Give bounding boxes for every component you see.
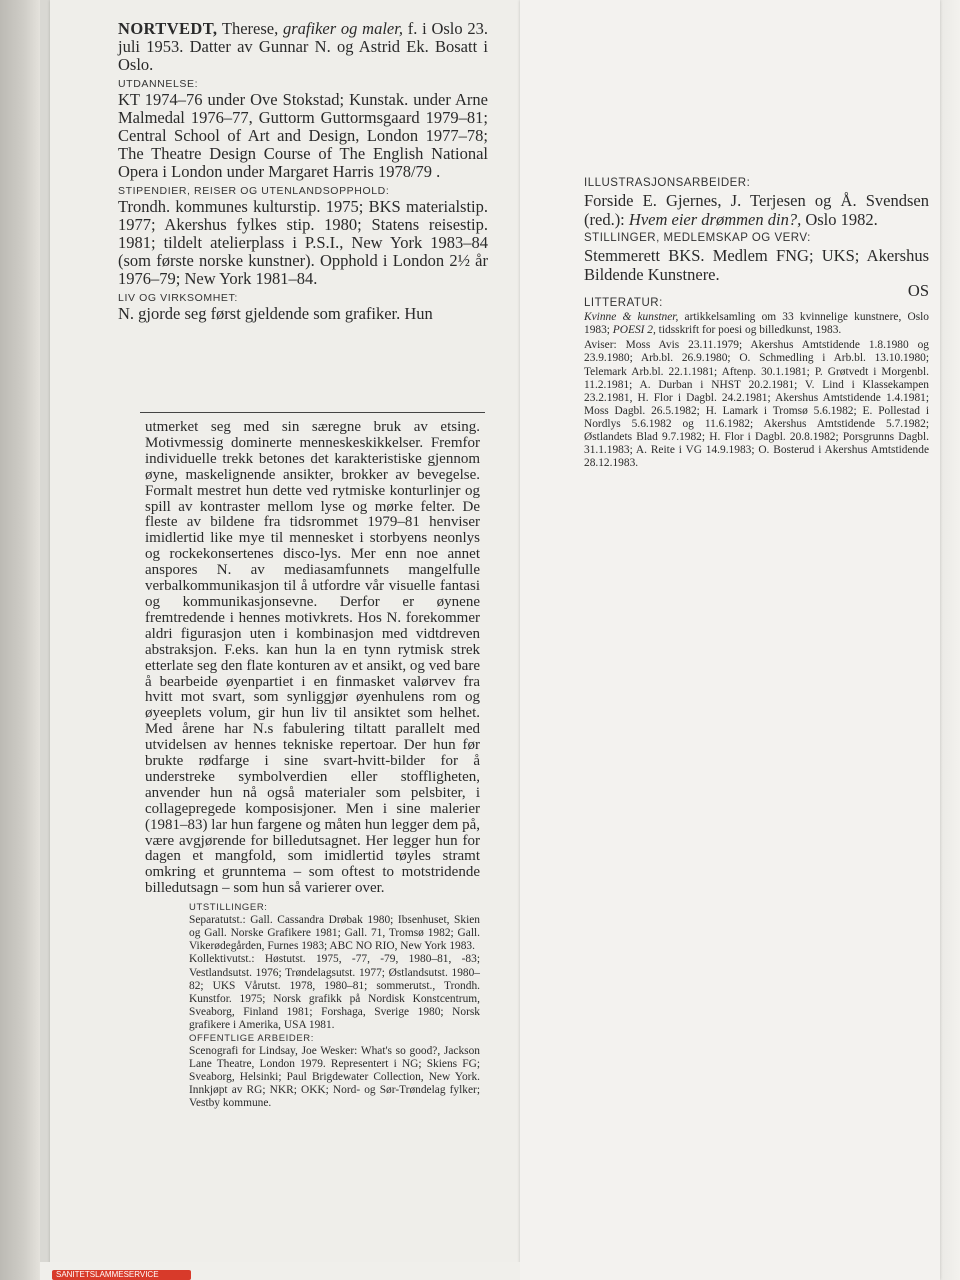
poesi-title: POESI 2, — [612, 324, 656, 337]
text-litteratur-aviser: Aviser: Moss Avis 23.11.1979; Akershus Amtstidende 1.8.1980 og 23.9.1980; Arb.bl. 26.9.1980; O. Schmedling i Arb.bl. 13.10.1980; Telemark Arb.bl. 22.1.1981; Aftenp. 30.1.1981; P. Grøtvedt i Morgenbl. 11.2.1981; A. Durban i NHST 20.2.1981; V. Lind i Klassekampen 23.2.1981, H. Flor i Dagbl. 24.2.1981; Akershus Amtstidende 1.4.1981; Moss Dagbl. 26.5.1982; H. Lamark i Tromsø 5.6.1982; E. Pollestad i Nordlys 5.6.1982 og 11.6.1982; Akershus Amtstidende 5.7.1982; Østlandets Blad 9.7.1982; H. Flor i Dagbl. 20.8.1982; Porsgrunns Dagbl. 31.1.1983; A. Reite i VG 14.9.1983; O. Bosterud i Akershus Amtstidende 28.12.1983. — [584, 339, 929, 470]
kvinne-title: Kvinne & kunstner, — [584, 311, 679, 324]
wall-left — [0, 0, 40, 1280]
entry-intro-rest: f. i Oslo 23. juli 1953. Datter av Gunnar N. og Astrid Ek. Bosatt i Oslo. — [118, 19, 488, 75]
text-separatutst: Separatutst.: Gall. Cassandra Drøbak 1980; Ibsenhuset, Skien og Gall. Norske Grafikere 1981; Gall. 71, Tromsø 1982; Gall. Vikerødegården, Furnes 1983; ABC NO RIO, New York 1983. — [189, 914, 480, 953]
heading-litteratur: LITTERATUR: — [584, 297, 663, 310]
text-liv: utmerket seg med sin særegne bruk av etsing. Motivmessig dominerte menneskeskikkelser. Fremfor individuelle trekk betones det karakteristiske gjennom øyne, maskelignende ansikter, brokker av bevegelse. Formalt mestret hun dette ved rytmiske konturlinjer og spill av kontraster mellom lyse og mørke felter. De fleste av bildene fra tidsrommet 1979–81 henviser imidlertid like mye til mennesket i storbyens neonlys og rockekonsertenes disco-lys. Mer enn noe annet anspores N. av mediasamfunnets mangelfulle verbalkommunikasjon til å utfordre vår visuelle fantasi og kommunikasjonsevne. Derfor er øynene fremtredende i hennes motivkrets. Hos N. forekommer aldri figurasjon uten i kombinasjon med vidtdreven abstraksjon. F.eks. kan hun la en tynn rytmisk strek etterlate seg den flate konturen av et ansikt, og ved bare å bearbeide øyenpartiet i en finmasket valørvev fra hvitt mot svart, som synliggjør øyenhulens rom og øyeeplets volum, gir hun liv til ansiktet som helhet. Med årene har N.s fabulering tiltatt parallelt med utvidelsen av hennes tekniske repertoar. Der hun før brukte rødfarge i sine svart-hvitt-bilder for å understreke symbolverdien eller stoffligheten, anvender hun nå også materialer som pelsbiter, i collagepregede komposisjoner. Men i sine malerier (1981–83) lar hun fargene og måten hun legger dem på, være avgjørende for billedutsagnet. Her legger hun for dagen et mangfold, som imidlertid tøyles stramt omkring et grunntema – som oftest to motstridende billedutsagn – som hun så varierer over. — [145, 419, 480, 897]
illustrasjon-text-b: Oslo 1982. — [801, 210, 878, 229]
right-column — [584, 176, 929, 470]
utstillinger-list — [189, 914, 480, 1110]
column-divider — [140, 412, 485, 413]
text-illustrasjon — [584, 191, 929, 229]
text-offentlige: Scenografi for Lindsay, Joe Wesker: What's so good?, Jackson Lane Theatre, London 1979. Representert i NG; Skiens FG; Sveaborg, Helsinki; Paul Brigdewater Collection, New York. Innkjøpt av RG; NKR; OKK; Nord- og Sør-Trøndelag fylker; Vestby kommune. — [189, 1045, 480, 1110]
heading-stillinger: STILLINGER, MEDLEMSKAP OG VERV: — [584, 232, 811, 244]
entry-intro — [118, 20, 488, 75]
text-utdannelse: KT 1974–76 under Ove Stokstad; Kunstak. under Arne Malmedal 1976–77, Guttorm Guttormsgaard 1979–81; Central School of Art and Design, London 1977–78; The Theatre Design Course of The English National Opera i London under Margaret Harris 1978/79 . — [118, 89, 488, 182]
text-stipendier: Trondh. kommunes kulturstip. 1975; BKS materialstip. 1977; Akershus fylkes stip. 1980; Statens reisestip. 1981; tildelt atelierplass i P.S.I., New York 1983–84 (som første norske kunstner). Opphold i London 2½ år 1976–79; New York 1981–84. — [118, 196, 488, 289]
poesi-rest: tidsskrift for poesi og billedkunst, 1983. — [655, 324, 842, 337]
heading-utdannelse: UTDANNELSE: — [118, 77, 199, 90]
text-liv-lead: N. gjorde seg først gjeldende som grafiker. Hun — [118, 303, 433, 323]
entry-name: NORTVEDT, — [118, 19, 218, 38]
text-stillinger: Stemmerett BKS. Medlem FNG; UKS; Akershus Bildende Kunstnere. — [584, 246, 929, 284]
intro-block — [118, 20, 488, 323]
text-litteratur-kvinne — [584, 311, 929, 337]
heading-stipendier: STIPENDIER, REISER OG UTENLANDSOPPHOLD: — [118, 184, 390, 197]
entry-given: Therese, — [217, 19, 283, 38]
red-sticker: SANITETSLAMMESERVICE — [52, 1270, 191, 1280]
heading-illustrasjon: ILLUSTRASJONSARBEIDER: — [584, 177, 751, 189]
heading-offentlige: OFFENTLIGE ARBEIDER: — [189, 1033, 314, 1045]
text-kollektivutst: Kollektivutst.: Høstutst. 1975, -77, -79, 1980–81, -83; Vestlandsutst. 1976; Trøndelagsutst. 1977; Østlandsutst. 1980–82; UKS Vårutst. 1978, 1980–81; sommerutst., Trondh. Kunstfor. 1975; Norsk grafikk på Nordisk Konstcentrum, Sveaborg, Finland 1981; Forshaga, Sverige 1980; Norsk grafikere i Amerika, USA 1981. — [189, 953, 480, 1031]
kvinne-rest: artikkelsamling om 33 kvinnelige kunstnere, Oslo 1983; — [584, 311, 930, 337]
body-block — [145, 420, 480, 1111]
illustrasjon-text-a: Forside E. Gjernes, J. Terjesen og Å. Svendsen (red.): — [584, 191, 929, 229]
heading-liv: LIV OG VIRKSOMHET: — [118, 291, 238, 304]
illustrasjon-title: Hvem eier drømmen din?, — [628, 210, 802, 229]
entry-role: grafiker og maler, — [283, 19, 403, 38]
heading-utstillinger: UTSTILLINGER: — [189, 902, 268, 914]
signature-os: OS — [907, 281, 929, 300]
